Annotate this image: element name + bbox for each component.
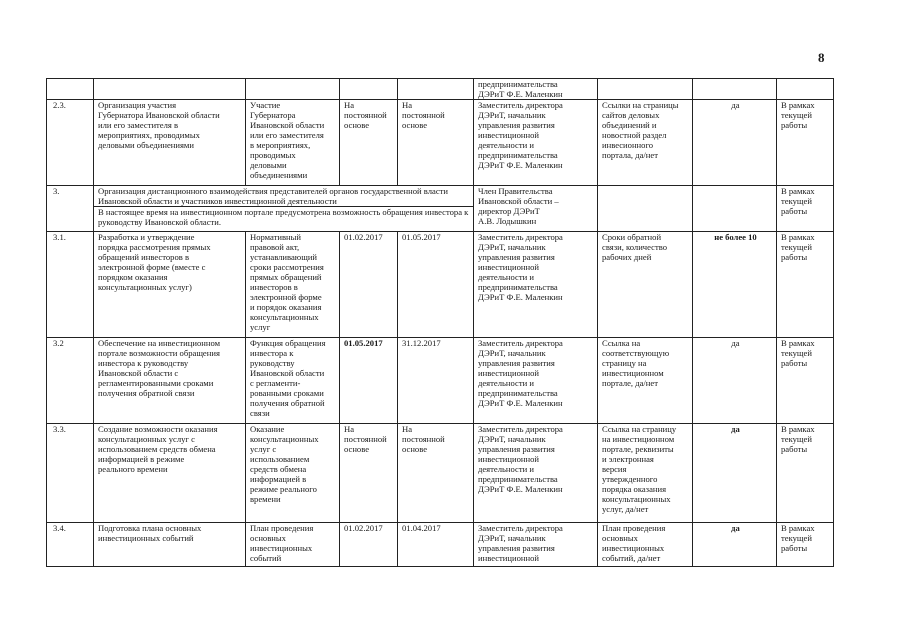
table-row-2-3 [47,100,834,186]
cell-responsible: предпринимательства ДЭРиТ Ф.Е. Маленкин [474,79,598,100]
cell-num [47,79,94,100]
cell-num: 3.3. [47,424,94,523]
cell-note: В рамках текущей работы [777,523,834,567]
table-row-3-1 [47,232,834,338]
plan-table [46,78,834,567]
cell-target: да [693,338,777,424]
cell-event: Организация участия Губернатора Ивановской области или его заместителя в мероприятиях, проводимых деловыми объединениями [94,100,246,186]
cell-target: да [693,100,777,186]
cell-result: Оказание консультационных услуг с использованием средств обмена информацией в режиме реального времени [246,424,340,523]
cell-num: 3.4. [47,523,94,567]
section-note: В настоящее время на инвестиционном портале предусмотрена возможность обращения инвестора к руководству Ивановской области. [98,207,469,227]
cell-event [94,79,246,100]
cell-start: На постоянной основе [340,100,398,186]
cell-note: В рамках текущей работы [777,186,834,232]
table-row-3-2 [47,338,834,424]
cell-event-merged [94,186,474,232]
cell-event: Создание возможности оказания консультационных услуг с использованием средств обмена информацией в режиме реального времени [94,424,246,523]
table-row-3-4 [47,523,834,567]
cell-target [693,186,777,232]
cell-end: 01.05.2017 [398,232,474,338]
cell-responsible: Заместитель директора ДЭРиТ, начальник управления развития инвестиционной деятельности и предпринимательства ДЭРиТ Ф.Е. Маленкин [474,100,598,186]
cell-responsible: Заместитель директора ДЭРиТ, начальник управления развития инвестиционной деятельности и предпринимательства ДЭРиТ Ф.Е. Маленкин [474,338,598,424]
cell-event: Подготовка плана основных инвестиционных событий [94,523,246,567]
cell-indicator: План проведения основных инвестиционных событий, да/нет [598,523,693,567]
cell-num: 3.1. [47,232,94,338]
cell-result [246,79,340,100]
section-title: Организация дистанционного взаимодействия представителей органов государственной власти Ивановской области и участников инвестиционной деятельности [94,186,473,207]
cell-responsible: Член Правительства Ивановской области – директор ДЭРиТ А.В. Лодышкин [474,186,598,232]
cell-start [340,79,398,100]
cell-note: В рамках текущей работы [777,232,834,338]
cell-target: да [693,424,777,523]
cell-note: В рамках текущей работы [777,338,834,424]
cell-num: 3. [47,186,94,232]
cell-result: Функция обращения инвестора к руководству Ивановской области с регламенти- рованными сроками получения обратной связи [246,338,340,424]
table-row-3-3 [47,424,834,523]
table-row-continuation [47,79,834,100]
cell-note [777,79,834,100]
cell-start: 01.05.2017 [340,338,398,424]
cell-indicator: Ссылка на соответствующую страницу на инвестиционном портале, да/нет [598,338,693,424]
cell-result: Участие Губернатора Ивановской области или его заместителя в мероприятиях, проводимых деловыми объединениями [246,100,340,186]
cell-indicator: Сроки обратной связи, количество рабочих дней [598,232,693,338]
cell-note: В рамках текущей работы [777,424,834,523]
cell-num: 3.2 [47,338,94,424]
cell-responsible: Заместитель директора ДЭРиТ, начальник управления развития инвестиционной [474,523,598,567]
cell-end [398,79,474,100]
cell-indicator [598,186,693,232]
table-row-3 [47,186,834,232]
cell-end: 01.04.2017 [398,523,474,567]
page-number: 8 [818,50,825,65]
cell-num: 2.3. [47,100,94,186]
cell-start: 01.02.2017 [340,232,398,338]
cell-event: Разработка и утверждение порядка рассмотрения прямых обращений инвесторов в электронной форме (вместе с порядком оказания консультационных услуг) [94,232,246,338]
cell-result: План проведения основных инвестиционных событий [246,523,340,567]
cell-event: Обеспечение на инвестиционном портале возможности обращения инвестора к руководству Ивановской области с регламентированными сроками получения обратной связи [94,338,246,424]
cell-end: 31.12.2017 [398,338,474,424]
cell-start: 01.02.2017 [340,523,398,567]
cell-target [693,79,777,100]
cell-indicator [598,79,693,100]
cell-target: да [693,523,777,567]
cell-indicator: Ссылка на страницу на инвестиционном портале, реквизиты и электронная версия утвержденного порядка оказания консультационных услуг, да/нет [598,424,693,523]
cell-responsible: Заместитель директора ДЭРиТ, начальник управления развития инвестиционной деятельности и предпринимательства ДЭРиТ Ф.Е. Маленкин [474,424,598,523]
cell-indicator: Ссылки на страницы сайтов деловых объединений и новостной раздел инвесионного портала, да/нет [598,100,693,186]
cell-target: не более 10 [693,232,777,338]
cell-note: В рамках текущей работы [777,100,834,186]
cell-result: Нормативный правовой акт, устанавливающий сроки рассмотрения прямых обращений инвесторов в электронной форме и порядок оказания консультационных услуг [246,232,340,338]
cell-responsible: Заместитель директора ДЭРиТ, начальник управления развития инвестиционной деятельности и предпринимательства ДЭРиТ Ф.Е. Маленкин [474,232,598,338]
cell-start: На постоянной основе [340,424,398,523]
cell-end: На постоянной основе [398,424,474,523]
cell-end: На постоянной основе [398,100,474,186]
